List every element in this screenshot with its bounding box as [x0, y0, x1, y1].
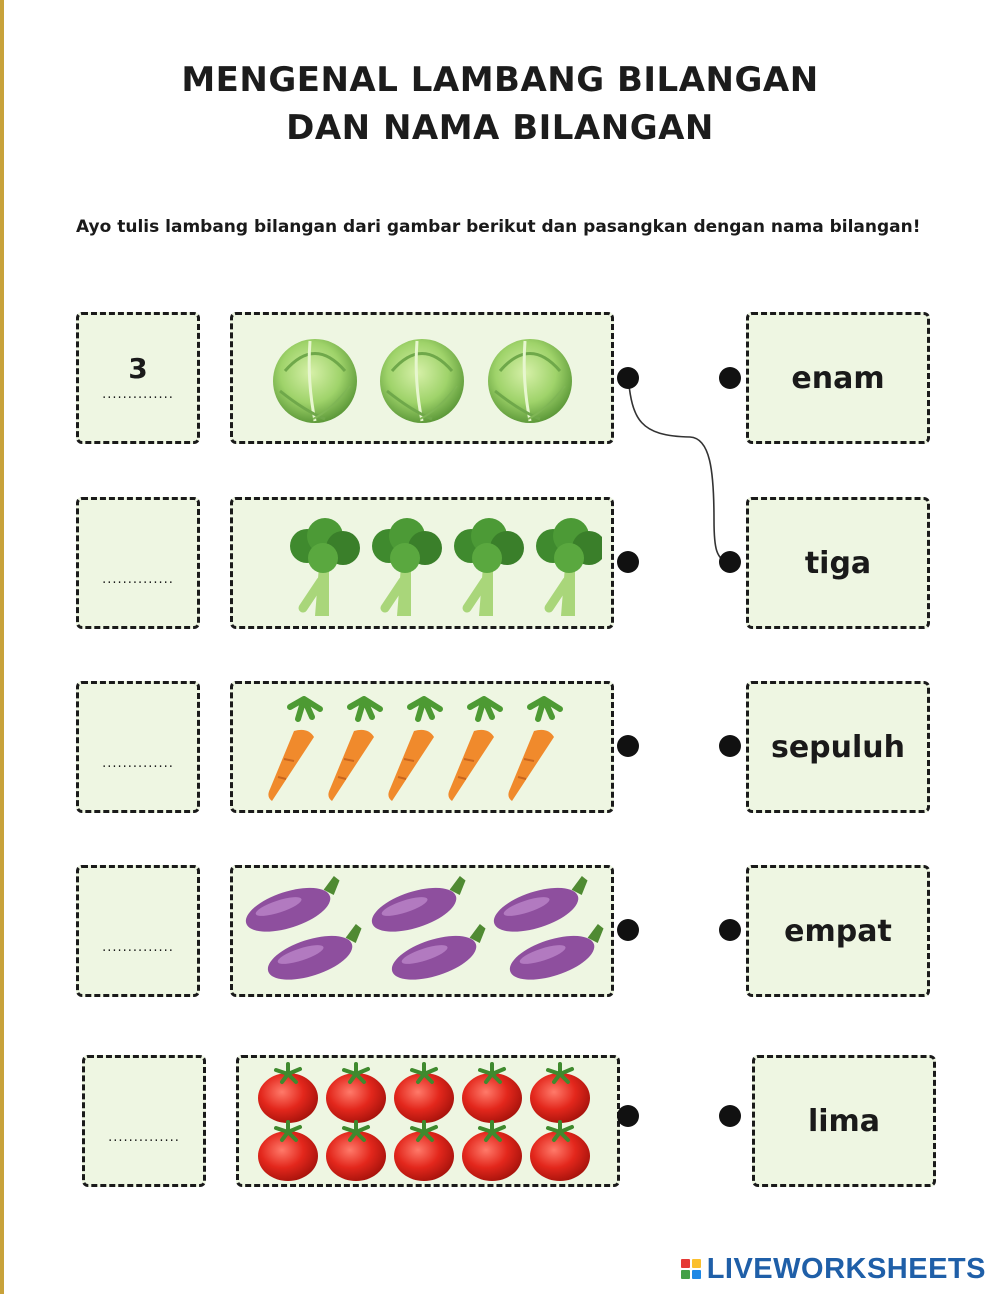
answer-line-5: ..............: [108, 1130, 180, 1145]
eggplant-icon: [489, 875, 597, 941]
carrot-icon: [328, 699, 380, 801]
broccoli-icon: [372, 518, 442, 616]
tomato-icon: [326, 1064, 386, 1123]
answer-box-4[interactable]: [76, 865, 200, 997]
carrot-icon: [388, 699, 440, 801]
name-box-3: [746, 681, 930, 813]
name-dot-4[interactable]: [719, 919, 741, 941]
answer-box-2[interactable]: [76, 497, 200, 629]
picture-box-5: [236, 1055, 620, 1187]
eggplant-icon: [505, 923, 607, 989]
cabbage-icon: [380, 339, 464, 423]
name-label-3: sepuluh: [770, 729, 906, 765]
name-box-1: [746, 312, 930, 444]
cabbage-icon: [273, 339, 357, 423]
name-label-2: tiga: [804, 545, 872, 581]
name-box-5: [752, 1055, 936, 1187]
tomato-icon: [258, 1064, 318, 1123]
name-dot-1[interactable]: [719, 367, 741, 389]
carrot-icon: [268, 699, 320, 801]
title-line-1: MENGENAL LAMBANG BILANGAN: [181, 60, 819, 100]
picture-dot-5[interactable]: [617, 1105, 639, 1127]
broccoli-icon: [290, 518, 360, 616]
tomato-icon: [530, 1122, 590, 1181]
name-label-1: enam: [791, 360, 885, 396]
name-label-4: empat: [784, 913, 892, 949]
picture-dot-4[interactable]: [617, 919, 639, 941]
carrot-group: [242, 687, 602, 807]
cabbage-icon: [488, 339, 572, 423]
answer-line-1: ..............: [102, 387, 174, 402]
answer-box-1[interactable]: [76, 312, 200, 444]
name-label-5: lima: [807, 1103, 881, 1139]
answer-line-4: ..............: [102, 940, 174, 955]
name-box-4: [746, 865, 930, 997]
broccoli-icon: [536, 518, 602, 616]
answer-box-5[interactable]: [82, 1055, 206, 1187]
name-dot-3[interactable]: [719, 735, 741, 757]
tomato-icon: [462, 1122, 522, 1181]
eggplant-icon: [367, 875, 475, 941]
answer-line-3: ..............: [102, 756, 174, 771]
liveworksheets-logo-icon: [681, 1259, 701, 1279]
broccoli-group: [242, 508, 602, 618]
picture-box-2: [230, 497, 614, 629]
broccoli-icon: [454, 518, 524, 616]
picture-box-1: [230, 312, 614, 444]
tomato-icon: [394, 1122, 454, 1181]
eggplant-icon: [241, 875, 349, 941]
tomato-icon: [394, 1064, 454, 1123]
name-box-2: [746, 497, 930, 629]
tomato-icon: [462, 1064, 522, 1123]
picture-box-3: [230, 681, 614, 813]
answer-line-2: ..............: [102, 572, 174, 587]
instruction-text: Ayo tulis lambang bilangan dari gambar berikut dan pasangkan dengan nama bilangan!: [76, 217, 921, 237]
carrot-icon: [448, 699, 500, 801]
picture-box-4: [230, 865, 614, 997]
tomato-group: [253, 1061, 603, 1181]
title-line-2: DAN NAMA BILANGAN: [286, 108, 714, 148]
name-dot-2[interactable]: [719, 551, 741, 573]
answer-value-1[interactable]: 3: [128, 352, 148, 385]
cabbage-group: [242, 323, 602, 433]
eggplant-group: [237, 871, 607, 991]
picture-dot-2[interactable]: [617, 551, 639, 573]
answer-box-3[interactable]: [76, 681, 200, 813]
page-title: [0, 56, 1000, 152]
name-dot-5[interactable]: [719, 1105, 741, 1127]
tomato-icon: [326, 1122, 386, 1181]
picture-dot-3[interactable]: [617, 735, 639, 757]
liveworksheets-brand: [681, 1252, 986, 1286]
eggplant-icon: [387, 923, 495, 989]
page-edge-rule: [0, 0, 4, 1294]
picture-dot-1[interactable]: [617, 367, 639, 389]
tomato-icon: [530, 1064, 590, 1123]
eggplant-icon: [263, 923, 371, 989]
carrot-icon: [508, 699, 560, 801]
brand-text: LIVEWORKSHEETS: [706, 1252, 986, 1285]
tomato-icon: [258, 1122, 318, 1181]
